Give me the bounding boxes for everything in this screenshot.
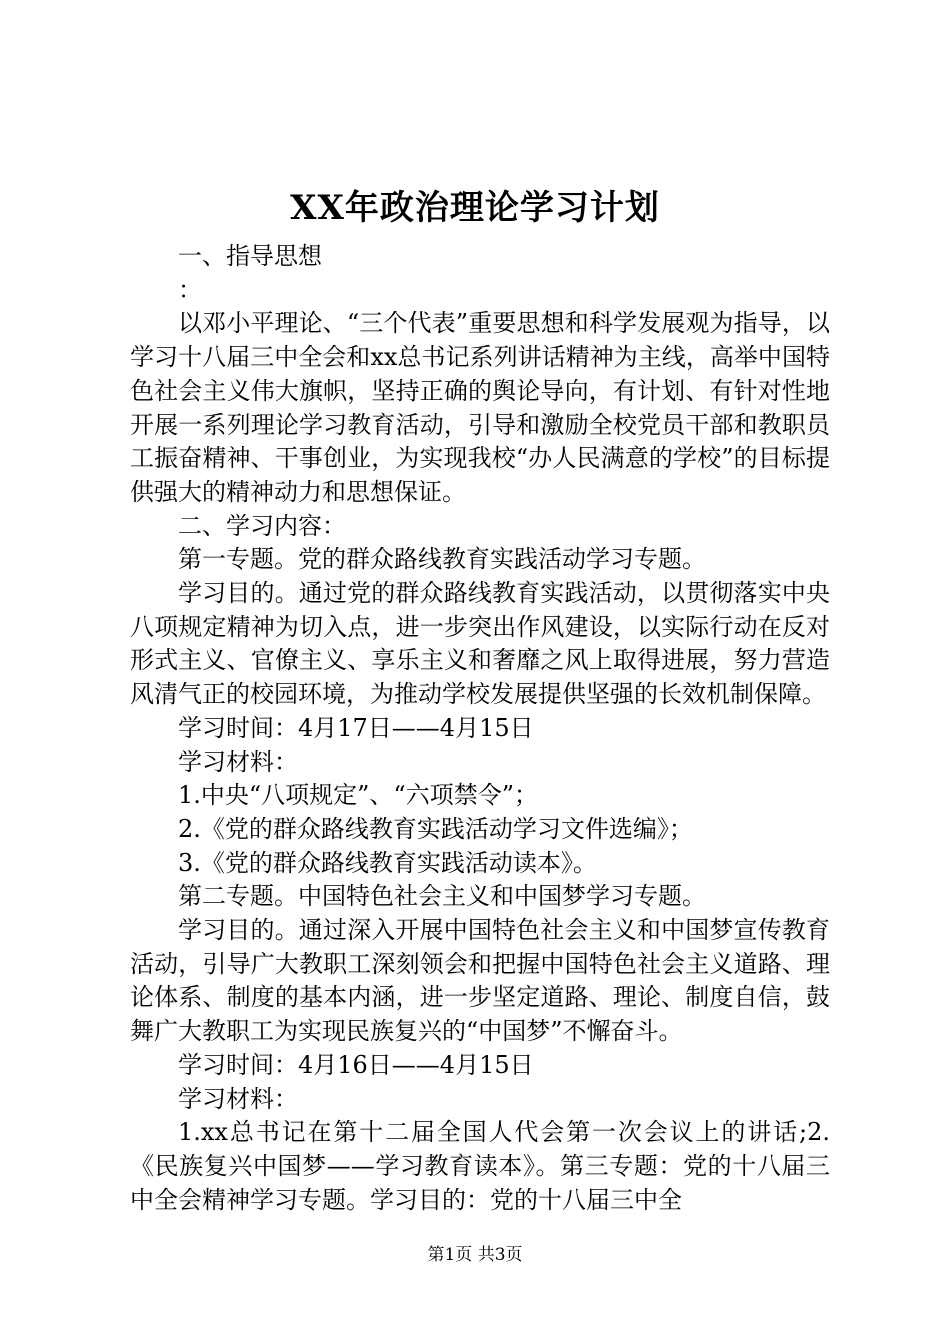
study-time-1: 学习时间：4月17日——4月15日 [178, 713, 534, 742]
topic-heading-2: 第二专题。中国特色社会主义和中国梦学习专题。 [178, 882, 706, 911]
material-item-3: 3.《党的群众路线教育实践活动读本》。 [178, 848, 597, 877]
material-item-2: 2.《党的群众路线教育实践活动学习文件选编》； [178, 814, 693, 843]
study-time-2: 学习时间：4月16日——4月15日 [178, 1050, 534, 1079]
study-materials-label-1: 学习材料： [178, 747, 298, 776]
study-materials-label-2: 学习材料： [178, 1084, 298, 1113]
paragraph-purpose-2: 学习目的。通过深入开展中国特色社会主义和中国梦宣传教育活动，引导广大教职工深刻领会和把握中国特色社会主义道路、理论体系、制度的基本内涵，进一步坚定道路、理论、制度自信，鼓舞广大教职工为实现民族复兴的“中国梦”不懈奋斗。 [130, 916, 830, 1046]
document-title: XX年政治理论学习计划 [290, 188, 660, 228]
document-body [130, 240, 830, 1217]
section-heading-guiding-ideology: 一、指导思想 [178, 242, 322, 270]
section-heading-study-content: 二、学习内容： [178, 511, 346, 540]
material-item-1: 1.中央“八项规定”、“六项禁令”； [178, 781, 538, 810]
paragraph-materials-2: 1.xx总书记在第十二届全国人代会第一次会议上的讲话;2.《民族复兴中国梦——学习教育读本》。第三专题：党的十八届三中全会精神学习专题。学习目的：党的十八届三中全 [130, 1118, 830, 1214]
page-footer: 第1页 共3页 [427, 1245, 523, 1265]
colon-line: ： [178, 275, 202, 304]
topic-heading-1: 第一专题。党的群众路线教育实践活动学习专题。 [178, 545, 706, 574]
paragraph-purpose-1: 学习目的。通过党的群众路线教育实践活动，以贯彻落实中央八项规定精神为切入点，进一步突出作风建设，以实际行动在反对形式主义、官僚主义、享乐主义和奢靡之风上取得进展，努力营造风清气正的校园环境，为推动学校发展提供坚强的长效机制保障。 [130, 579, 830, 709]
paragraph-guiding-ideology: 以邓小平理论、“三个代表”重要思想和科学发展观为指导，以学习十八届三中全会和xx总书记系列讲话精神为主线，高举中国特色社会主义伟大旗帜，坚持正确的舆论导向，有计划、有针对性地开展一系列理论学习教育活动，引导和激励全校党员干部和教职员工振奋精神、干事创业，为实现我校“办人民满意的学校”的目标提供强大的精神动力和思想保证。 [130, 309, 830, 506]
